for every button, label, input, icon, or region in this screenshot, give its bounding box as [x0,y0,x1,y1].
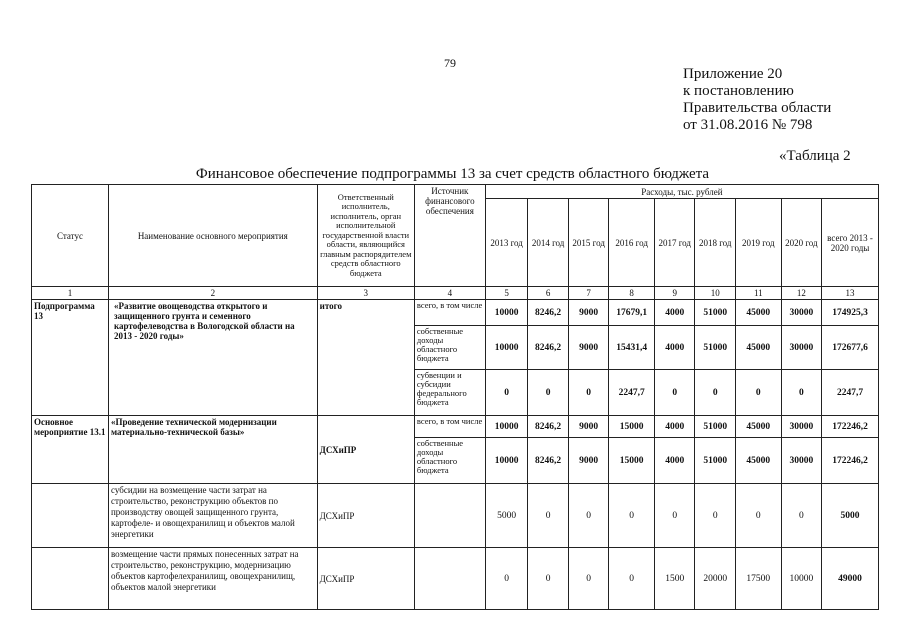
source-cell [414,484,485,548]
appendix-line: от 31.08.2016 № 798 [683,117,813,133]
header-year: 2017 год [654,199,695,287]
value-cell: 0 [736,484,782,548]
total-cell: 49000 [822,548,879,610]
value-cell: 4000 [654,300,695,326]
column-number: 7 [568,287,609,300]
value-cell: 45000 [736,438,782,484]
value-cell: 51000 [695,300,736,326]
financing-table [31,184,879,610]
value-cell: 15431,4 [609,326,655,370]
total-cell: 172246,2 [822,416,879,438]
value-cell: 0 [609,484,655,548]
total-cell: 172677,6 [822,326,879,370]
header-year: 2016 год [609,199,655,287]
value-cell: 8246,2 [528,326,569,370]
value-cell: 17679,1 [609,300,655,326]
appendix-line: Правительства области [683,100,832,116]
column-number: 1 [32,287,109,300]
source-cell: всего, в том числе [414,416,485,438]
value-cell: 9000 [568,438,609,484]
value-cell: 0 [781,484,822,548]
value-cell: 10000 [485,416,528,438]
value-cell: 4000 [654,438,695,484]
column-number: 6 [528,287,569,300]
value-cell: 0 [568,548,609,610]
header-year: 2019 год [736,199,782,287]
header-responsible: Ответственный исполнитель, исполнитель, орган исполнительной государственной власти области, являющийся главным распорядителем средств областного бюджета [317,185,414,287]
appendix-line: к постановлению [683,83,794,99]
value-cell: 4000 [654,416,695,438]
value-cell: 8246,2 [528,438,569,484]
value-cell: 51000 [695,326,736,370]
page-number: 79 [444,56,456,70]
value-cell: 4000 [654,326,695,370]
value-cell: 0 [528,484,569,548]
value-cell: 30000 [781,326,822,370]
total-cell: 2247,7 [822,370,879,416]
value-cell: 5000 [485,484,528,548]
table-row [32,548,879,610]
value-cell: 20000 [695,548,736,610]
header-expenses: Расходы, тыс. рублей [485,185,878,199]
total-cell: 174925,3 [822,300,879,326]
detail-name: возмещение части прямых понесенных затрат на строительство, реконструкцию, модернизацию объектов картофелехранилищ, овощехранилищ, объектов малой энергетики [108,548,317,610]
column-number: 9 [654,287,695,300]
column-number: 2 [108,287,317,300]
header-year: 2020 год [781,199,822,287]
value-cell: 10000 [485,300,528,326]
value-cell: 10000 [781,548,822,610]
value-cell: 0 [528,370,569,416]
header-year: 2018 год [695,199,736,287]
header-source: Источник финансового обеспечения [414,185,485,287]
header-year: 2013 год [485,199,528,287]
table-row [32,416,879,438]
measure-status: Основное мероприятие 13.1 [32,416,109,484]
table-row [32,484,879,548]
value-cell: 0 [485,548,528,610]
value-cell: 51000 [695,416,736,438]
value-cell: 0 [695,484,736,548]
value-cell: 8246,2 [528,300,569,326]
value-cell: 0 [736,370,782,416]
source-cell: собственные доходы областного бюджета [414,326,485,370]
value-cell: 0 [654,370,695,416]
appendix-block [683,66,831,134]
source-cell [414,548,485,610]
detail-status [32,484,109,548]
column-number: 13 [822,287,879,300]
column-number: 12 [781,287,822,300]
detail-responsible: ДСХиПР [317,484,414,548]
value-cell: 0 [654,484,695,548]
value-cell: 9000 [568,416,609,438]
header-total: всего 2013 - 2020 годы [822,199,879,287]
source-cell: субвенции и субсидии федерального бюджета [414,370,485,416]
subprogram-name: «Развитие овощеводства открытого и защищенного грунта и семенного картофелеводства в Вологодской области на 2013 - 2020 годы» [108,300,317,416]
value-cell: 2247,7 [609,370,655,416]
value-cell: 1500 [654,548,695,610]
value-cell: 45000 [736,416,782,438]
column-number: 11 [736,287,782,300]
value-cell: 10000 [485,326,528,370]
header-year: 2014 год [528,199,569,287]
detail-responsible: ДСХиПР [317,548,414,610]
value-cell: 0 [568,484,609,548]
value-cell: 17500 [736,548,782,610]
column-number: 3 [317,287,414,300]
header-status: Статус [32,185,109,287]
value-cell: 45000 [736,300,782,326]
value-cell: 45000 [736,326,782,370]
measure-name: «Проведение технической модернизации материально-технической базы» [108,416,317,484]
value-cell: 9000 [568,300,609,326]
header-year: 2015 год [568,199,609,287]
column-number: 10 [695,287,736,300]
total-cell: 172246,2 [822,438,879,484]
column-number: 8 [609,287,655,300]
value-cell: 0 [568,370,609,416]
source-cell: собственные доходы областного бюджета [414,438,485,484]
value-cell: 51000 [695,438,736,484]
value-cell: 15000 [609,416,655,438]
document-title: Финансовое обеспечение подпрограммы 13 за счет средств областного бюджета [195,166,710,182]
appendix-line: Приложение 20 [683,66,783,82]
value-cell: 15000 [609,438,655,484]
value-cell: 30000 [781,438,822,484]
value-cell: 30000 [781,300,822,326]
table-row [32,300,879,326]
detail-status [32,548,109,610]
value-cell: 0 [781,370,822,416]
value-cell: 0 [485,370,528,416]
value-cell: 8246,2 [528,416,569,438]
value-cell: 9000 [568,326,609,370]
table-label: «Таблица 2 [779,148,851,164]
value-cell: 0 [528,548,569,610]
value-cell: 10000 [485,438,528,484]
column-number: 5 [485,287,528,300]
total-cell: 5000 [822,484,879,548]
column-number: 4 [414,287,485,300]
subprogram-responsible: итого [317,300,414,416]
header-name: Наименование основного мероприятия [108,185,317,287]
detail-name: субсидии на возмещение части затрат на строительство, реконструкцию объектов по производству овощей защищенного грунта, картофеле- и овощехранилищ и объектов малой энергетики [108,484,317,548]
value-cell: 0 [695,370,736,416]
value-cell: 0 [609,548,655,610]
measure-responsible: ДСХиПР [317,416,414,484]
source-cell: всего, в том числе [414,300,485,326]
value-cell: 30000 [781,416,822,438]
subprogram-status: Подпрограмма 13 [32,300,109,416]
